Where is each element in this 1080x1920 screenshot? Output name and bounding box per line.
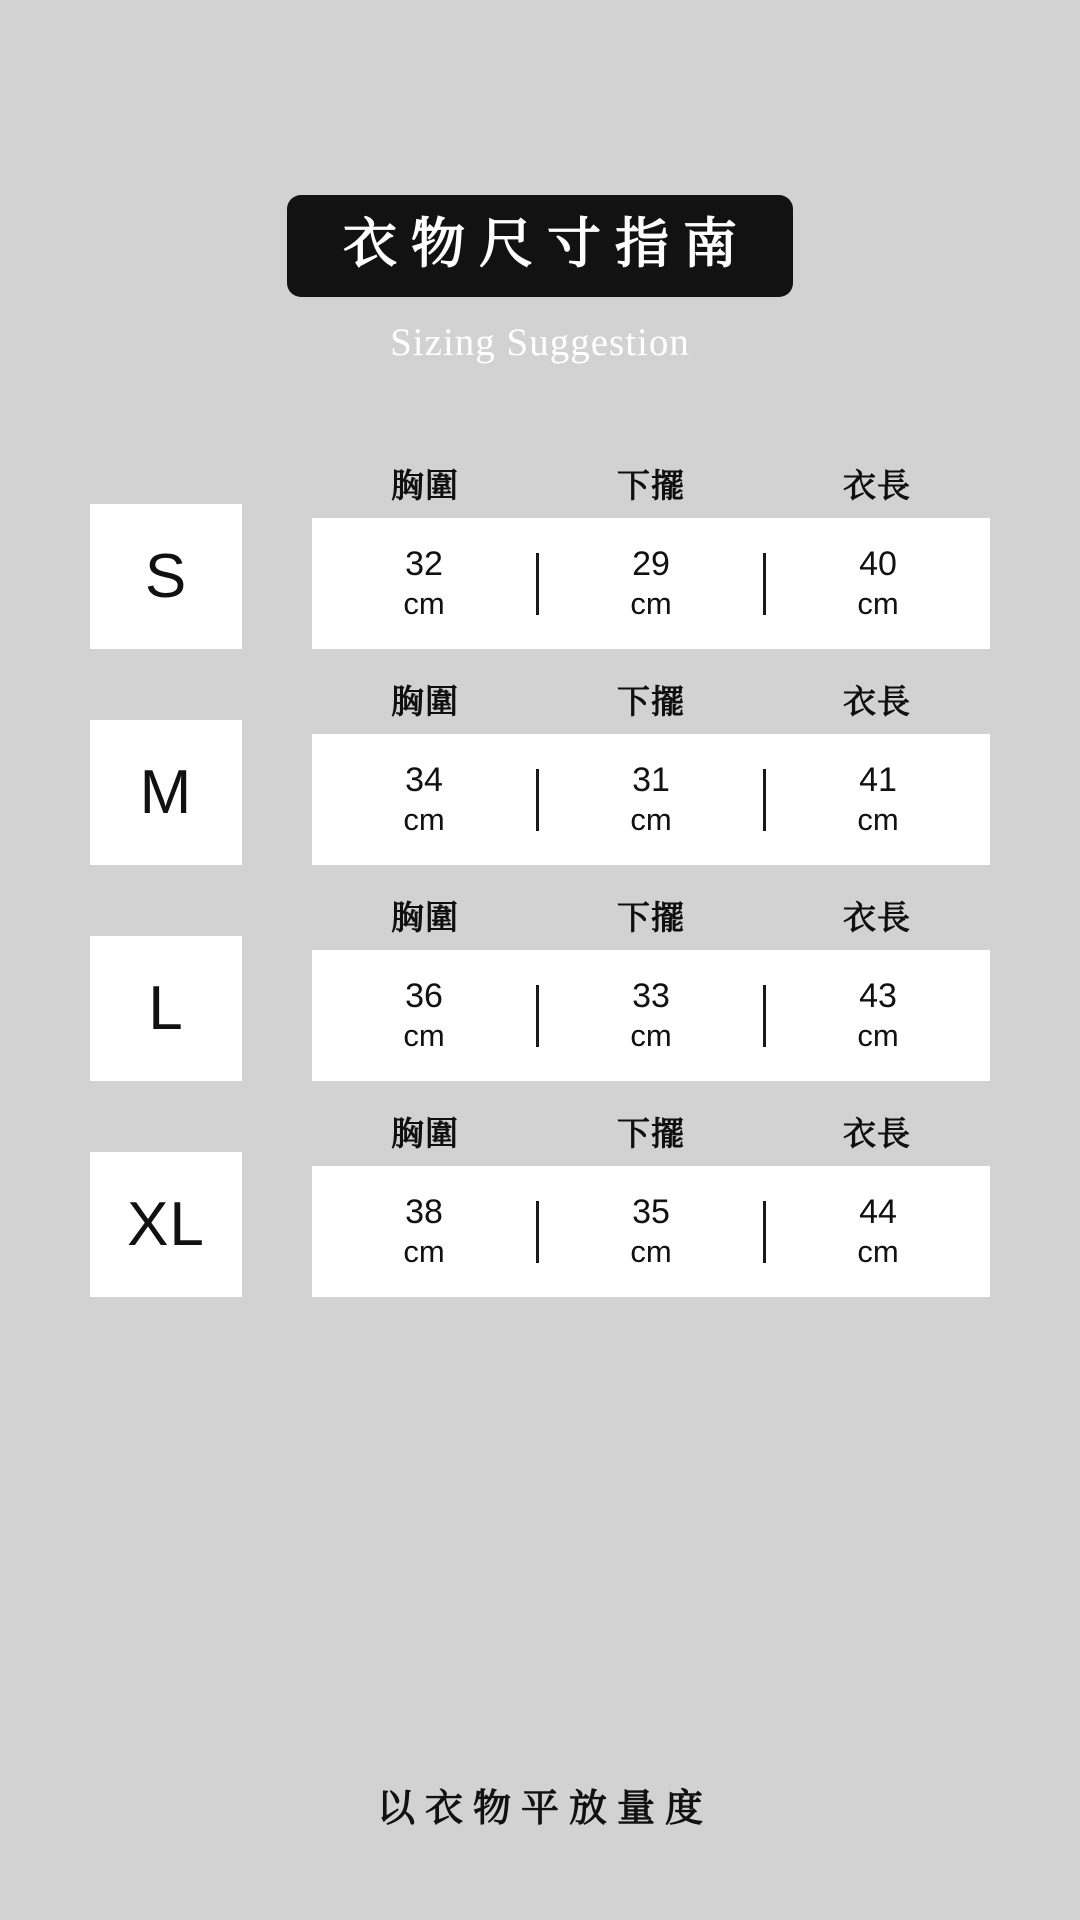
- value-unit: cm: [403, 586, 445, 622]
- size-row-xl: [90, 1110, 990, 1302]
- measurement-labels-s: [312, 462, 990, 510]
- value-unit: cm: [857, 1018, 899, 1054]
- value-length-xl: [766, 1191, 990, 1272]
- measure-label-chest: 胸圍: [391, 466, 459, 505]
- size-row-l: [90, 894, 990, 1086]
- value-number: 31: [632, 760, 670, 799]
- value-number: 38: [405, 1192, 443, 1231]
- size-label-l: L: [90, 936, 242, 1081]
- value-number: 36: [405, 976, 443, 1015]
- measure-label-length: 衣長: [843, 682, 911, 721]
- value-chest-s: [312, 543, 536, 624]
- size-row-s: [90, 462, 990, 654]
- value-number: 43: [859, 976, 897, 1015]
- measurement-labels-xl: [312, 1110, 990, 1158]
- measurement-values-xl: [312, 1166, 990, 1297]
- measure-label-hem: 下擺: [617, 466, 685, 505]
- footer-note: 以衣物平放量度: [376, 1786, 713, 1830]
- value-unit: cm: [857, 1234, 899, 1270]
- value-unit: cm: [630, 1018, 672, 1054]
- size-label-m: M: [90, 720, 242, 865]
- value-number: 33: [632, 976, 670, 1015]
- value-number: 40: [859, 544, 897, 583]
- size-row-m: [90, 678, 990, 870]
- value-unit: cm: [857, 586, 899, 622]
- page-subtitle: Sizing Suggestion: [390, 321, 690, 364]
- measure-label-hem: 下擺: [617, 898, 685, 937]
- value-unit: cm: [403, 1234, 445, 1270]
- measurement-labels-l: [312, 894, 990, 942]
- value-number: 35: [632, 1192, 670, 1231]
- value-chest-m: [312, 759, 536, 840]
- value-chest-xl: [312, 1191, 536, 1272]
- value-unit: cm: [630, 586, 672, 622]
- page-title: 衣物尺寸指南: [287, 195, 793, 297]
- value-number: 44: [859, 1192, 897, 1231]
- page-header: [0, 0, 1080, 362]
- size-chart: [0, 462, 1080, 1302]
- measure-label-chest: 胸圍: [391, 898, 459, 937]
- value-number: 29: [632, 544, 670, 583]
- measure-label-chest: 胸圍: [391, 1114, 459, 1153]
- value-unit: cm: [857, 802, 899, 838]
- value-length-l: [766, 975, 990, 1056]
- value-hem-m: [539, 759, 763, 840]
- value-number: 34: [405, 760, 443, 799]
- size-label-s: S: [90, 504, 242, 649]
- value-unit: cm: [403, 802, 445, 838]
- value-length-s: [766, 543, 990, 624]
- measurement-labels-m: [312, 678, 990, 726]
- value-chest-l: [312, 975, 536, 1056]
- value-hem-s: [539, 543, 763, 624]
- value-unit: cm: [403, 1018, 445, 1054]
- measure-label-chest: 胸圍: [391, 682, 459, 721]
- value-hem-xl: [539, 1191, 763, 1272]
- value-unit: cm: [630, 1234, 672, 1270]
- value-hem-l: [539, 975, 763, 1056]
- measurement-values-s: [312, 518, 990, 649]
- value-number: 41: [859, 760, 897, 799]
- measurement-values-l: [312, 950, 990, 1081]
- measurement-values-m: [312, 734, 990, 865]
- measure-label-hem: 下擺: [617, 1114, 685, 1153]
- value-number: 32: [405, 544, 443, 583]
- measure-label-hem: 下擺: [617, 682, 685, 721]
- measure-label-length: 衣長: [843, 1114, 911, 1153]
- measure-label-length: 衣長: [843, 466, 911, 505]
- value-length-m: [766, 759, 990, 840]
- value-unit: cm: [630, 802, 672, 838]
- measure-label-length: 衣長: [843, 898, 911, 937]
- size-label-xl: XL: [90, 1152, 242, 1297]
